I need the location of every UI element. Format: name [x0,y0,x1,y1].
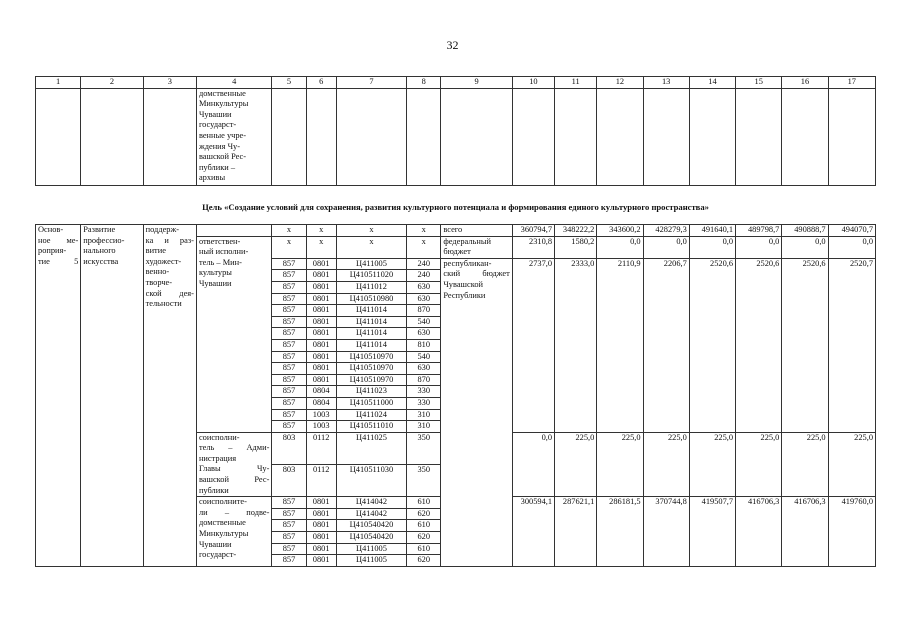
grbs-code: 857 [272,328,306,340]
section-code: 0801 [306,543,336,555]
expense-code: 540 [407,316,441,328]
value-cell: 225,0 [555,432,597,497]
section-code: 0804 [306,386,336,398]
target-code: Ц411005 [336,543,406,555]
continuation-row [36,88,876,185]
target-code: Ц410511020 [336,270,406,282]
grbs-code: 857 [272,421,306,433]
section-code: 0801 [306,339,336,351]
section-code: 0801 [306,258,336,270]
empty-cell [512,88,554,185]
grbs-code: 857 [272,543,306,555]
value-cell: 494070,7 [828,225,875,237]
table-header [35,76,876,186]
section-code: 0112 [306,432,336,464]
value-cell: 2206,7 [643,258,689,432]
section-code: 0801 [306,555,336,567]
expense-code: 350 [407,464,441,496]
value-cell: 225,0 [689,432,735,497]
section-code: 0801 [306,497,336,509]
value-cell: 360794,7 [512,225,554,237]
funding-source-cell: федеральный бюджет [441,236,512,258]
empty-cell [36,88,81,185]
target-code: Ц410510970 [336,363,406,375]
expense-code: 620 [407,508,441,520]
target-code: Ц410510970 [336,351,406,363]
expense-code: 240 [407,270,441,282]
expense-code: 610 [407,520,441,532]
empty-cell [306,88,336,185]
section-code: 0801 [306,374,336,386]
expense-code: x [407,225,441,237]
target-code: Ц410511010 [336,421,406,433]
expense-code: 630 [407,363,441,375]
value-cell: 2737,0 [512,258,554,432]
empty-cell [782,88,828,185]
value-cell: 2520,6 [736,258,782,432]
grbs-code: x [272,225,306,237]
value-cell: 2520,6 [689,258,735,432]
target-code: Ц410540420 [336,532,406,544]
value-cell: 0,0 [643,236,689,258]
value-cell: 2333,0 [555,258,597,432]
value-cell: 490888,7 [782,225,828,237]
grbs-code: 857 [272,508,306,520]
column-header-4: 4 [196,77,271,89]
value-cell: 287621,1 [555,497,597,567]
target-code: x [336,236,406,258]
section-code: 0801 [306,508,336,520]
value-cell: 225,0 [597,432,643,497]
target-code: x [336,225,406,237]
expense-code: 240 [407,258,441,270]
target-code: Ц411014 [336,328,406,340]
executor-cell: ответствен- ный исполни- тель – Мин- культуры Чувашии [196,236,271,432]
value-cell: 300594,1 [512,497,554,567]
target-code: Ц410510970 [336,374,406,386]
expense-code: x [407,236,441,258]
section-code: 0801 [306,328,336,340]
table-main-block [35,224,876,567]
column-header-5: 5 [272,77,306,89]
grbs-code: 857 [272,270,306,282]
expense-code: 870 [407,374,441,386]
section-code: 0801 [306,520,336,532]
target-code: Ц410511030 [336,464,406,496]
empty-cell [828,88,875,185]
target-code: Ц411005 [336,258,406,270]
funding-source-cell: республикан- ский бюджет Чувашской Республики [441,258,512,566]
expense-code: 330 [407,397,441,409]
expense-code: 310 [407,421,441,433]
section-code: 0804 [306,397,336,409]
grbs-code: 857 [272,363,306,375]
value-cell: 2520,6 [782,258,828,432]
column-header-14: 14 [689,77,735,89]
grbs-code: 857 [272,316,306,328]
target-code: Ц411014 [336,339,406,351]
value-cell: 343600,2 [597,225,643,237]
section-code: 0801 [306,305,336,317]
section-code: 0801 [306,281,336,293]
measure-table [35,224,876,567]
grbs-code: 857 [272,397,306,409]
value-cell: 225,0 [736,432,782,497]
section-code: x [306,225,336,237]
table-row [36,225,876,237]
empty-cell [597,88,643,185]
column-header-11: 11 [555,77,597,89]
grbs-code: 803 [272,464,306,496]
page-number: 32 [446,38,459,52]
target-code: Ц411023 [336,386,406,398]
column-header-6: 6 [306,77,336,89]
column-header-2: 2 [81,77,143,89]
executor-cell [196,225,271,237]
value-cell: 416706,3 [782,497,828,567]
grbs-code: x [272,236,306,258]
grbs-code: 857 [272,386,306,398]
executor-cell: соисполните- ли – подве- домственные Минкультуры Чувашии государст- [196,497,271,567]
grbs-code: 857 [272,305,306,317]
column-header-9: 9 [441,77,512,89]
column-header-1: 1 [36,77,81,89]
value-cell: 225,0 [782,432,828,497]
grbs-code: 857 [272,555,306,567]
target-code: Ц411005 [336,555,406,567]
column-header-10: 10 [512,77,554,89]
grbs-code: 857 [272,281,306,293]
value-cell: 348222,2 [555,225,597,237]
section-code: 0801 [306,363,336,375]
expense-code: 620 [407,532,441,544]
grbs-code: 857 [272,351,306,363]
expense-code: 620 [407,555,441,567]
column-header-8: 8 [407,77,441,89]
section-code: 0801 [306,316,336,328]
empty-cell [143,88,196,185]
value-cell: 419507,7 [689,497,735,567]
empty-cell [555,88,597,185]
empty-cell [736,88,782,185]
grbs-code: 857 [272,520,306,532]
value-cell: 370744,8 [643,497,689,567]
target-code: Ц410540420 [336,520,406,532]
expense-code: 540 [407,351,441,363]
target-code: Ц414042 [336,508,406,520]
section-code: 0801 [306,532,336,544]
section-code: 0801 [306,270,336,282]
value-cell: 2310,8 [512,236,554,258]
measure-name-cell: поддерж- ка и раз- витие художест- венно- творче- ской дея- тельности [143,225,196,567]
measure-id-cell: Основ- ное ме- роприя- тие 5 [36,225,81,567]
section-code: 1003 [306,409,336,421]
table-top-block [35,76,876,186]
target-code: Ц410511000 [336,397,406,409]
column-header-12: 12 [597,77,643,89]
column-header-16: 16 [782,77,828,89]
expense-code: 310 [407,409,441,421]
value-cell: 0,0 [689,236,735,258]
funding-source-cell: всего [441,225,512,237]
executor-cell: домственные Минкультуры Чувашии государст- венные учре- ждения Чу- вашской Рес- публики – архивы [196,88,271,185]
expense-code: 630 [407,293,441,305]
value-cell: 419760,0 [828,497,875,567]
empty-cell [407,88,441,185]
value-cell: 286181,5 [597,497,643,567]
grbs-code: 803 [272,432,306,464]
section-code: 0112 [306,464,336,496]
expense-code: 350 [407,432,441,464]
goal-heading: Цель «Создание условий для сохранения, развития культурного потенциала и формирования единого культурного пространства» [202,202,709,212]
target-code: Ц411024 [336,409,406,421]
value-cell: 225,0 [643,432,689,497]
empty-cell [272,88,306,185]
value-cell: 2520,7 [828,258,875,432]
value-cell: 1580,2 [555,236,597,258]
empty-cell [441,88,512,185]
target-code: Ц410510980 [336,293,406,305]
expense-code: 870 [407,305,441,317]
value-cell: 0,0 [782,236,828,258]
grbs-code: 857 [272,409,306,421]
expense-code: 630 [407,281,441,293]
section-code: 0801 [306,351,336,363]
grbs-code: 857 [272,497,306,509]
value-cell: 225,0 [828,432,875,497]
section-code: 1003 [306,421,336,433]
target-code: Ц414042 [336,497,406,509]
empty-cell [643,88,689,185]
value-cell: 0,0 [512,432,554,497]
expense-code: 810 [407,339,441,351]
value-cell: 491640,1 [689,225,735,237]
column-header-15: 15 [736,77,782,89]
target-code: Ц411025 [336,432,406,464]
subprogram-cell: Развитие профессио- нального искусства [81,225,143,567]
value-cell: 489798,7 [736,225,782,237]
value-cell: 0,0 [736,236,782,258]
grbs-code: 857 [272,532,306,544]
value-cell: 416706,3 [736,497,782,567]
column-header-3: 3 [143,77,196,89]
grbs-code: 857 [272,258,306,270]
empty-cell [81,88,143,185]
expense-code: 330 [407,386,441,398]
section-code: 0801 [306,293,336,305]
target-code: Ц411014 [336,305,406,317]
grbs-code: 857 [272,339,306,351]
executor-cell: соисполни- тель – Адми- нистрация Главы Чу- вашской Рес- публики [196,432,271,497]
section-code: x [306,236,336,258]
value-cell: 0,0 [597,236,643,258]
grbs-code: 857 [272,293,306,305]
column-header-7: 7 [336,77,406,89]
value-cell: 2110,9 [597,258,643,432]
grbs-code: 857 [272,374,306,386]
expense-code: 610 [407,497,441,509]
value-cell: 0,0 [828,236,875,258]
empty-cell [689,88,735,185]
empty-cell [336,88,406,185]
expense-code: 630 [407,328,441,340]
column-header-17: 17 [828,77,875,89]
column-number-row [36,77,876,89]
target-code: Ц411012 [336,281,406,293]
target-code: Ц411014 [336,316,406,328]
expense-code: 610 [407,543,441,555]
column-header-13: 13 [643,77,689,89]
value-cell: 428279,3 [643,225,689,237]
